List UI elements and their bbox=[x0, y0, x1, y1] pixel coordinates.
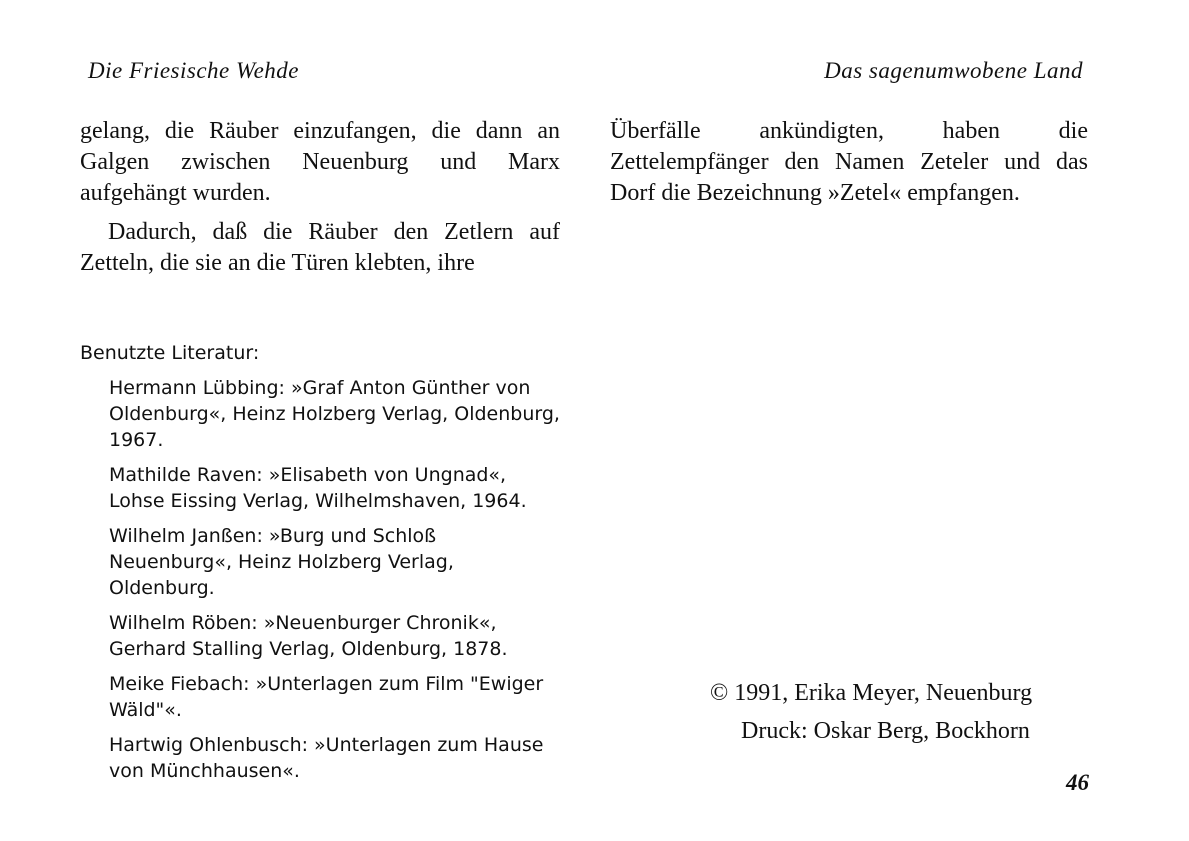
copyright-line: © 1991, Erika Meyer, Neuenburg bbox=[710, 680, 1033, 706]
literature-entry: Wilhelm Röben: »Neuenburger Chronik«, Gerhard Stalling Verlag, Oldenburg, 1878. bbox=[109, 612, 508, 660]
paragraph: Überfälle ankündigten, haben die Zettelempfänger den Namen Zeteler und das Dorf die Bezeichnung »Zetel« empfangen. bbox=[610, 118, 1088, 206]
literature-entry: Hermann Lübbing: »Graf Anton Günther von Oldenburg«, Heinz Holzberg Verlag, Oldenburg, 1967. bbox=[109, 377, 560, 451]
literature-heading: Benutzte Literatur: bbox=[80, 342, 260, 364]
page-number: 46 bbox=[1066, 770, 1089, 795]
literature-entry: Meike Fiebach: »Unterlagen zum Film "Ewiger Wäld"«. bbox=[109, 673, 544, 721]
left-column-text bbox=[80, 116, 560, 279]
literature-entry: Mathilde Raven: »Elisabeth von Ungnad«, Lohse Eissing Verlag, Wilhelmshaven, 1964. bbox=[109, 464, 527, 512]
printer-line: Druck: Oskar Berg, Bockhorn bbox=[741, 718, 1030, 744]
literature-entry: Hartwig Ohlenbusch: »Unterlagen zum Hause von Münchhausen«. bbox=[109, 734, 544, 782]
right-column-text bbox=[610, 116, 1088, 209]
paragraph: gelang, die Räuber einzufangen, die dann an Galgen zwischen Neuenburg und Marx aufgehängt wurden. bbox=[80, 118, 560, 206]
literature-entry: Wilhelm Janßen: »Burg und Schloß Neuenburg«, Heinz Holzberg Verlag, Oldenburg. bbox=[109, 525, 454, 599]
literature-list bbox=[80, 340, 560, 793]
running-header-right: Das sagenumwobene Land bbox=[824, 58, 1083, 83]
running-header-left: Die Friesische Wehde bbox=[88, 58, 299, 83]
paragraph: Dadurch, daß die Räuber den Zetlern auf Zetteln, die sie an die Türen klebten, ihre bbox=[80, 219, 560, 276]
